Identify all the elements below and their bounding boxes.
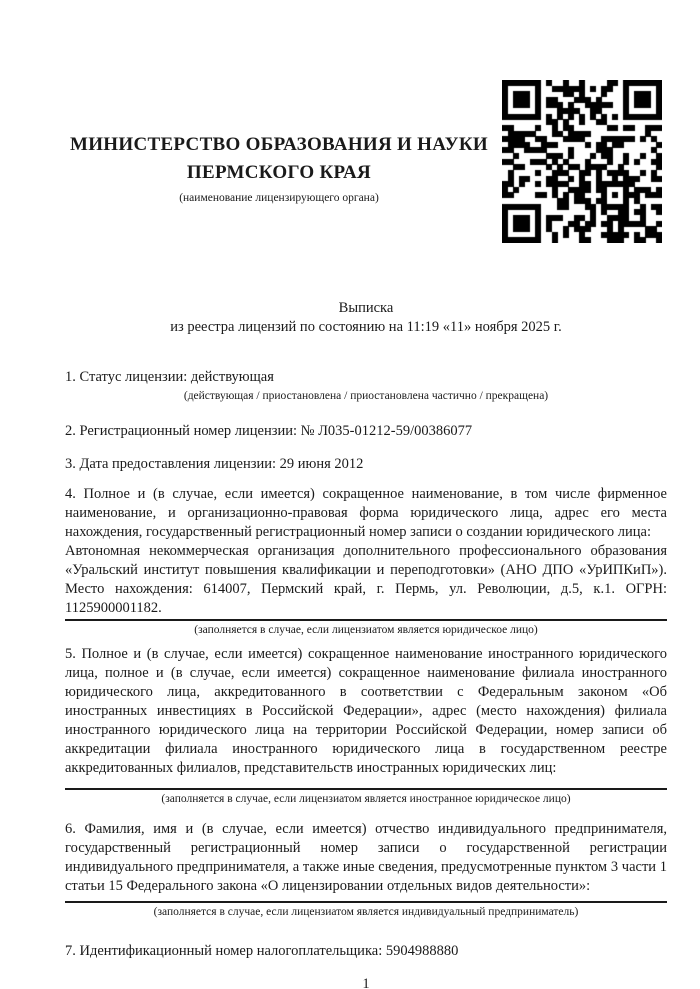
- license-registration-number: 2. Регистрационный номер лицензии: № Л035-01212-59/00386077: [65, 423, 473, 439]
- foreign-entity-blank-line: [65, 788, 667, 790]
- license-status-caption: (действующая / приостановлена / приостановлена частично / прекращена): [183, 390, 549, 402]
- foreign-entity-question: 5. Полное и (в случае, если имеется) сокращенное наименование иностранного юридического лица, полное и (в случае, если имеется) сокращенное наименование филиала иностранного юридического лица, аккредитованного в соответствии с Федеральным законом «Об иностранных инвестициях в Российской Федерации», адрес (место нахождения) филиала иностранного юридического лица на территории Российской Федерации, номер записи об аккредитации филиала иностранного юридического лица в государственном реестре аккредитованных филиалов, представительств иностранных юридических лиц:: [65, 646, 667, 776]
- taxpayer-id: 7. Идентификационный номер налогоплательщика: 5904988880: [65, 943, 459, 959]
- qr-code-canvas: [502, 80, 662, 243]
- individual-entrepreneur-blank-line: [65, 901, 667, 903]
- legal-entity-answer: Автономная некоммерческая организация дополнительного профессионального образования «Уральский институт повышения квалификации и переподготовки» (АНО ДПО «УрИПКиП»). Место нахождения: 614007, Пермский край, г. Пермь, ул. Революции, д.5, к.1. ОГРН: 1125900001182.: [65, 543, 667, 616]
- document-body: [65, 299, 667, 989]
- ministry-name-line1: МИНИСТЕРСТВО ОБРАЗОВАНИЯ И НАУКИ: [69, 134, 489, 155]
- licensing-authority-header: [63, 131, 495, 205]
- individual-entrepreneur-question: 6. Фамилия, имя и (в случае, если имеется) отчество индивидуального предпринимателя, государственный регистрационный номер записи о государственной регистрации индивидуального предпринимателя, а также иные сведения, предусмотренные пунктом 3 части 1 статьи 15 Федерального закона «О лицензировании отдельных видов деятельности»:: [65, 821, 667, 894]
- ministry-caption: (наименование лицензирующего органа): [179, 192, 379, 204]
- document-title-line1: Выписка: [338, 300, 394, 316]
- page-number: 1: [362, 976, 370, 989]
- legal-entity-underline: [65, 619, 667, 621]
- legal-entity-caption: (заполняется в случае, если лицензиатом является юридическое лицо): [194, 624, 538, 636]
- ministry-name-line2: ПЕРМСКОГО КРАЯ: [186, 162, 372, 183]
- document-title-line2: из реестра лицензий по состоянию на 11:19 «11» ноября 2025 г.: [170, 319, 562, 335]
- qr-code: [502, 80, 662, 243]
- license-status: 1. Статус лицензии: действующая: [65, 369, 274, 385]
- individual-entrepreneur-caption: (заполняется в случае, если лицензиатом является индивидуальный предприниматель): [153, 906, 579, 918]
- license-grant-date: 3. Дата предоставления лицензии: 29 июня 2012: [65, 456, 364, 472]
- foreign-entity-caption: (заполняется в случае, если лицензиатом является иностранное юридическое лицо): [161, 793, 571, 805]
- legal-entity-question: 4. Полное и (в случае, если имеется) сокращенное наименование, в том числе фирменное наименование, и организационно-правовая форма юридического лица, адрес его места нахождения, государственный регистрационный номер записи о создании юридического лица:: [65, 486, 667, 540]
